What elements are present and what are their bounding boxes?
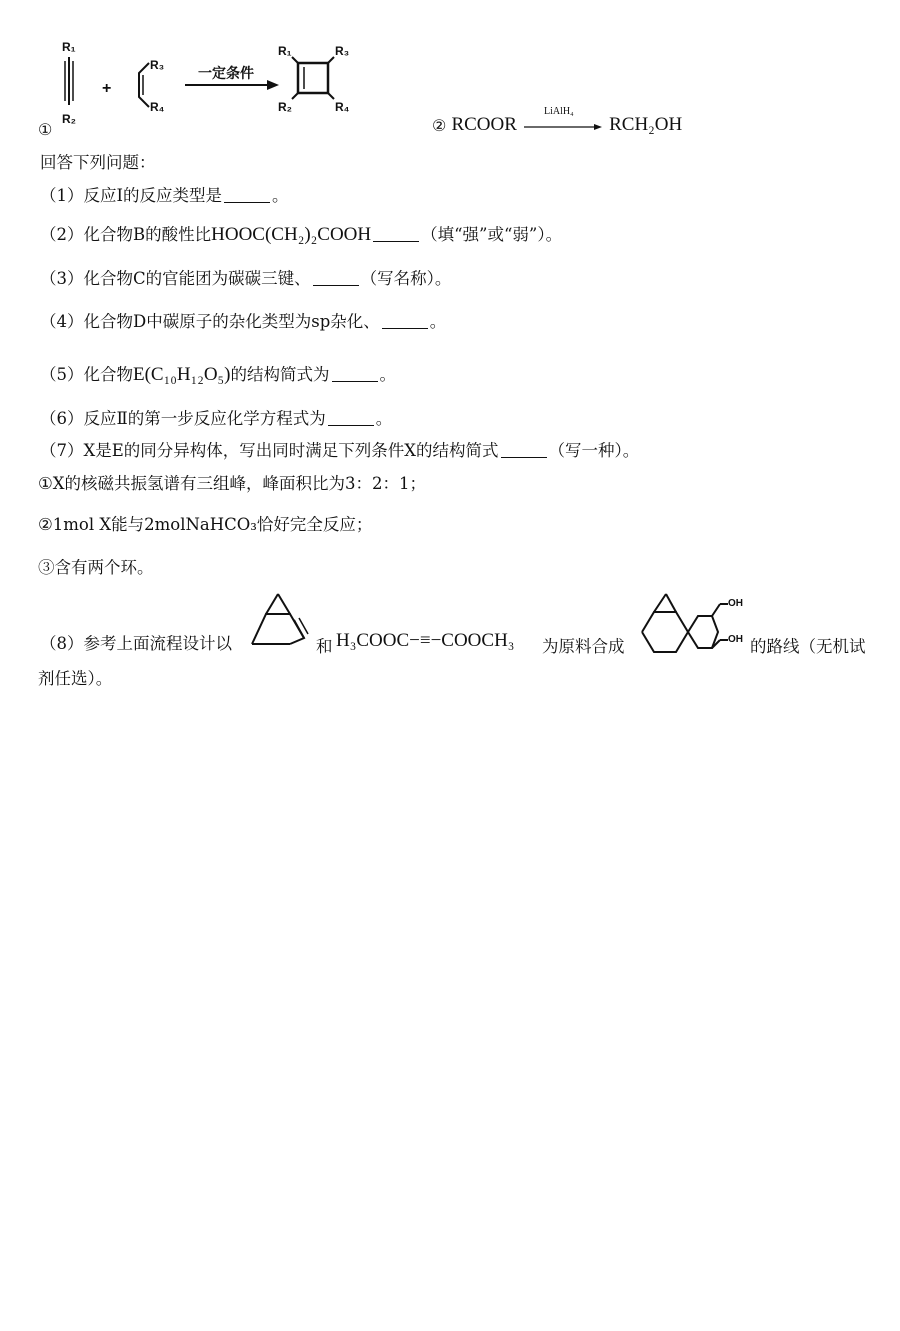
- q6-text: 反应Ⅱ的第一步反应化学方程式为: [83, 409, 326, 428]
- reaction2-reactant: RCOOR: [451, 114, 517, 135]
- q5-number: （5）: [40, 365, 84, 384]
- q2-tail: （填“强”或“弱”）。: [421, 225, 563, 244]
- q1-number: （1）: [40, 186, 84, 205]
- cyclobutene-formation-diagram: [45, 35, 375, 135]
- question-4: [40, 311, 446, 333]
- product-r3-label: R₃: [335, 44, 350, 58]
- plus-sign: +: [102, 80, 112, 97]
- q8-number: （8）: [40, 634, 84, 653]
- q5-answer-blank[interactable]: [332, 365, 378, 382]
- alkyne-r1-label: R₁: [62, 40, 76, 54]
- reaction1-marker: ①: [38, 120, 53, 139]
- condition-3: ③含有两个环。: [38, 558, 154, 577]
- intro-text: 回答下列问题：: [40, 153, 156, 172]
- norbornadiene-structure: [244, 588, 312, 656]
- reaction2-arrow: [522, 105, 604, 136]
- q3-text: 化合物C的官能团为碳碳三键、: [83, 269, 311, 288]
- reaction2-marker: ②: [432, 116, 447, 135]
- reaction-scheme-2: [432, 105, 683, 142]
- q4-tail: 。: [429, 312, 447, 331]
- q8-text-part3: 为原料合成: [542, 637, 625, 656]
- question-1: [40, 185, 289, 207]
- q3-number: （3）: [40, 269, 84, 288]
- question-5: [40, 364, 396, 386]
- reaction-condition-label: 一定条件: [198, 66, 254, 82]
- q4-number: （4）: [40, 312, 84, 331]
- question-3: [40, 268, 451, 290]
- target-oh-label-2: OH: [728, 634, 743, 645]
- q2-formula: HOOC(CH₂)₂COOH: [211, 224, 372, 245]
- q4-text: 化合物D中碳原子的杂化类型为sp杂化、: [83, 312, 380, 331]
- q5-text: 化合物: [83, 365, 133, 384]
- q1-tail: 。: [272, 186, 289, 205]
- q7-number: （7）: [40, 441, 84, 460]
- q6-number: （6）: [40, 409, 84, 428]
- question-6: [40, 408, 392, 430]
- target-oh-label-1: OH: [728, 598, 743, 609]
- q8-text-part2: 和: [316, 637, 333, 656]
- q8-text-part5: 剂任选）。: [38, 669, 113, 688]
- product-r1-label: R₁: [278, 44, 292, 58]
- condition-1: ①X的核磁共振氢谱有三组峰，峰面积比为3：2：1；: [38, 474, 427, 493]
- alkene-r3-label: R₃: [150, 58, 165, 72]
- product-r2-label: R₂: [278, 100, 292, 114]
- question-2: [40, 224, 562, 246]
- q8-text-part4: 的路线（无机试: [750, 637, 866, 656]
- q6-answer-blank[interactable]: [328, 409, 374, 426]
- q3-tail: （写名称）。: [360, 269, 452, 288]
- q5-mid-text: 的结构简式为: [230, 365, 330, 384]
- q8-dimethyl-ester-formula: H₃COOC−≡−COOCH₃: [336, 630, 515, 651]
- q1-answer-blank[interactable]: [224, 186, 270, 203]
- alkyne-r2-label: R₂: [62, 112, 76, 126]
- q2-answer-blank[interactable]: [373, 225, 419, 242]
- condition-2: ②1mol X能与2molNaHCO₃恰好完全反应；: [38, 515, 373, 534]
- q2-text: 化合物B的酸性比: [83, 225, 212, 244]
- product-r4-label: R₄: [335, 100, 350, 114]
- reaction2-reagent: LiAlH₄: [544, 105, 574, 117]
- q5-formula: E(C₁₀H₁₂O₅): [133, 364, 231, 385]
- alkene-r4-label: R₄: [150, 100, 165, 114]
- question-7: [40, 440, 639, 462]
- q1-text: 反应Ⅰ的反应类型是: [83, 186, 223, 205]
- q4-answer-blank[interactable]: [382, 312, 428, 329]
- q7-tail: （写一种）。: [548, 441, 640, 460]
- q5-tail: 。: [379, 365, 396, 384]
- q6-tail: 。: [375, 409, 393, 428]
- q7-text: X是E的同分异构体，写出同时满足下列条件X的结构简式: [83, 441, 499, 460]
- reaction2-product: RCH₂OH: [609, 114, 683, 135]
- q3-answer-blank[interactable]: [313, 269, 359, 286]
- q2-number: （2）: [40, 225, 84, 244]
- q8-text-part1: 参考上面流程设计以: [83, 634, 232, 653]
- q7-answer-blank[interactable]: [501, 441, 547, 458]
